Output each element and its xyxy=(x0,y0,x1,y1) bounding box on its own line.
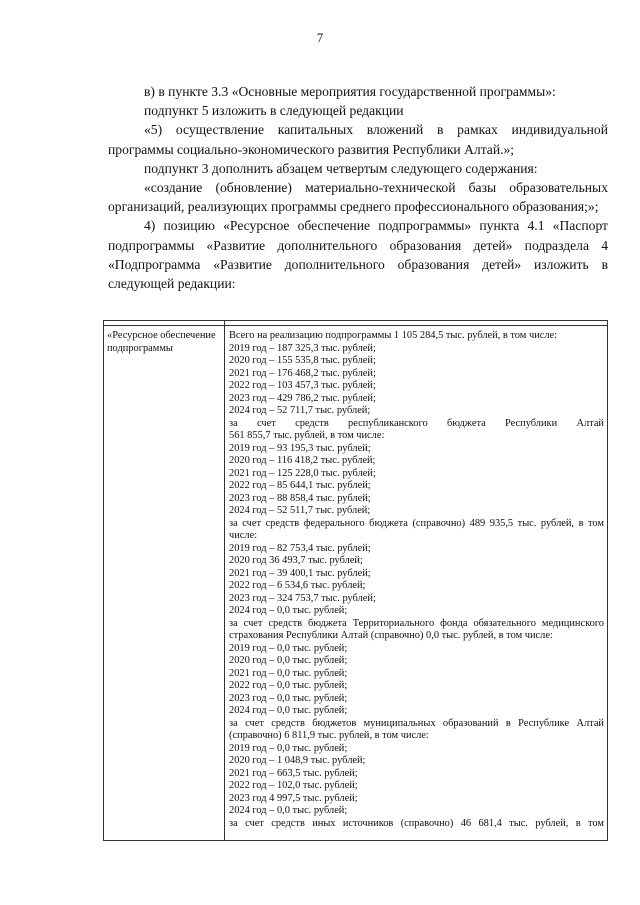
paragraph: «создание (обновление) материально-технической базы образовательных организаций, реализующих программы среднего профессионального образования;»; xyxy=(108,180,608,215)
table-line: 2021 год – 39 400,1 тыс. рублей; xyxy=(229,567,371,579)
page-number: 7 xyxy=(316,30,324,45)
table-line: 2020 год – 155 535,8 тыс. рублей; xyxy=(229,355,376,366)
table-line: 2021 год – 176 468,2 тыс. рублей; xyxy=(229,367,376,379)
table-row xyxy=(104,326,608,841)
table-line: 2024 год – 0,0 тыс. рублей; xyxy=(229,805,348,816)
table-line: 2020 год – 1 048,9 тыс. рублей; xyxy=(229,755,366,766)
table-line: 2019 год – 93 195,3 тыс. рублей; xyxy=(229,442,371,454)
table-line: 2022 год – 6 534,6 тыс. рублей; xyxy=(229,580,366,591)
table-line: 2023 год 4 997,5 тыс. рублей; xyxy=(229,792,358,804)
document-body xyxy=(108,82,608,293)
table-content-cell xyxy=(225,326,608,841)
table-line: 2021 год – 663,5 тыс. рублей; xyxy=(229,767,358,779)
table-line: за счет средств федерального бюджета (справочно) 489 935,5 тыс. рублей, в том числе: xyxy=(229,517,604,541)
table-line: 2019 год – 187 325,3 тыс. рублей; xyxy=(229,342,376,354)
table-line: 561 855,7 тыс. рублей, в том числе: xyxy=(229,430,385,441)
table-line: Всего на реализацию подпрограммы 1 105 284,5 тыс. рублей, в том числе: xyxy=(229,330,558,341)
table-line: 2023 год – 0,0 тыс. рублей; xyxy=(229,692,348,704)
table-line: 2019 год – 82 753,4 тыс. рублей; xyxy=(229,542,371,554)
table-line: 2024 год – 52 511,7 тыс. рублей; xyxy=(229,505,371,516)
table-line: 2020 год – 0,0 тыс. рублей; xyxy=(229,655,348,666)
table-line: 2022 год – 85 644,1 тыс. рублей; xyxy=(229,480,371,491)
table-line: 2024 год – 0,0 тыс. рублей; xyxy=(229,605,348,616)
table-line: 2020 год – 116 418,2 тыс. рублей; xyxy=(229,455,376,466)
paragraph: подпункт 3 дополнить абзацем четвертым следующего содержания: xyxy=(144,160,538,176)
table-line: 2024 год – 52 711,7 тыс. рублей; xyxy=(229,405,371,416)
table-line: 2021 год – 125 228,0 тыс. рублей; xyxy=(229,467,376,479)
table-line: 2023 год – 429 786,2 тыс. рублей; xyxy=(229,392,376,404)
paragraph: в) в пункте 3.3 «Основные мероприятия государственной программы»: xyxy=(144,84,556,99)
table-line: 2019 год – 0,0 тыс. рублей; xyxy=(229,642,348,654)
table-line: 2022 год – 103 457,3 тыс. рублей; xyxy=(229,380,376,391)
table-line: за счет средств бюджета Территориального фонда обязательного медицинского страхования Республики Алтай (справочно) 0,0 тыс. рублей, в том числе: xyxy=(229,617,604,641)
table-line: 2022 год – 102,0 тыс. рублей; xyxy=(229,780,358,791)
paragraph: «5) осуществление капитальных вложений в рамках индивидуальной программы социально-экономического развития Республики Алтай.»; xyxy=(108,122,608,157)
table-line: 2023 год – 88 858,4 тыс. рублей; xyxy=(229,492,371,504)
table-label-cell: «Ресурсное обеспечение подпрограммы xyxy=(104,326,225,841)
table-line: за счет средств бюджетов муниципальных образований в Республике Алтай (справочно) 6 811,9 тыс. рублей, в том числе: xyxy=(229,717,604,741)
resource-table xyxy=(103,320,608,841)
table-line: за счет средств республиканского бюджета Республики Алтай xyxy=(229,417,604,429)
table-line: 2022 год – 0,0 тыс. рублей; xyxy=(229,680,348,691)
table-line: 2023 год – 324 753,7 тыс. рублей; xyxy=(229,592,376,604)
table-line: за счет средств иных источников (справочно) 46 681,4 тыс. рублей, в том xyxy=(229,817,604,829)
table-line: 2020 год 36 493,7 тыс. рублей; xyxy=(229,555,363,566)
paragraph: подпункт 5 изложить в следующей редакции xyxy=(144,103,404,119)
table-line: 2019 год – 0,0 тыс. рублей; xyxy=(229,742,348,754)
paragraph: 4) позицию «Ресурсное обеспечение подпрограммы» пункта 4.1 «Паспорт подпрограммы «Развитие дополнительного образования детей» подраздела 4 «Подпрограмма «Развитие дополнительного образования детей» изложить в следующей редакции: xyxy=(108,218,608,292)
table-line: 2024 год – 0,0 тыс. рублей; xyxy=(229,705,348,716)
table-line: 2021 год – 0,0 тыс. рублей; xyxy=(229,667,348,679)
